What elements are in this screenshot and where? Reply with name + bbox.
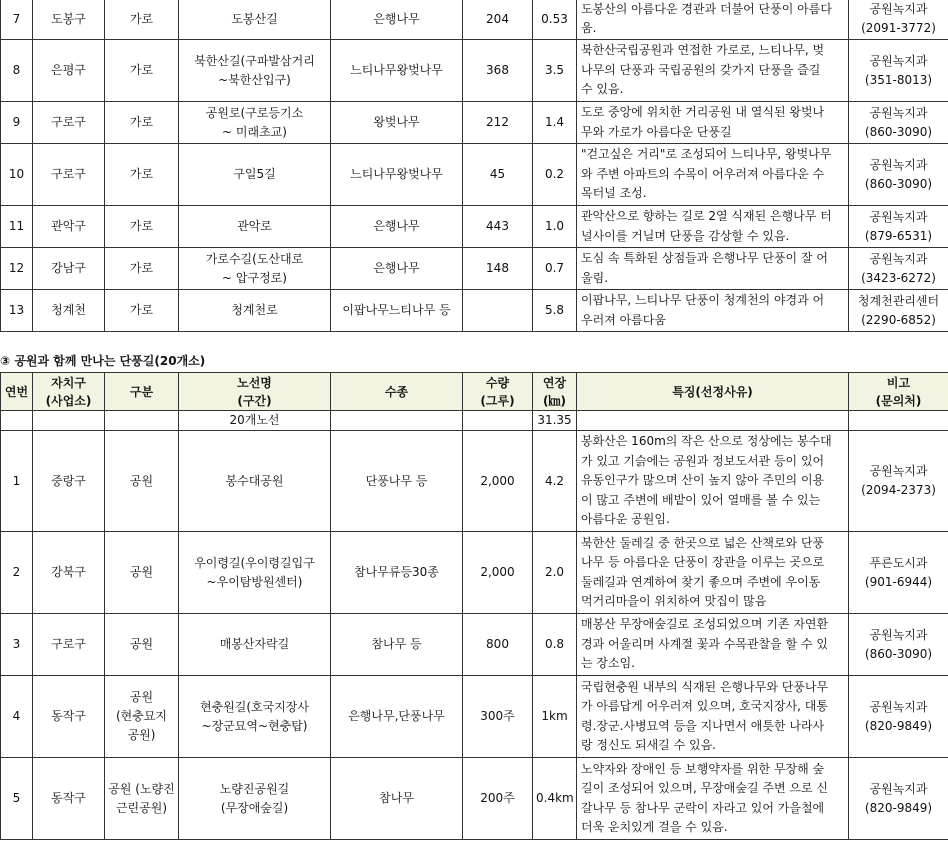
row-number: 4 — [1, 676, 33, 758]
tree-species: 참나무 등 — [331, 614, 463, 676]
table-row — [1, 758, 948, 840]
route-length: 0.53 — [533, 0, 577, 40]
feature-description: "걷고싶은 거리"로 조성되어 느티나무, 왕벚나무 와 주변 아파트의 수목이 어우러져 아름다운 수 목터널 조성. — [577, 144, 849, 206]
tree-species: 느티나무왕벚나무 — [331, 144, 463, 206]
contact-note: 공원녹지과 (2091-3772) — [849, 0, 948, 40]
route-name: 우이령길(우이령길입구 ~우이탐방원센터) — [179, 532, 331, 614]
route-length: 0.4km — [533, 758, 577, 840]
table-row — [1, 40, 948, 102]
route-length: 1.4 — [533, 102, 577, 144]
table-row — [1, 144, 948, 206]
contact-note: 청계천관리센터 (2290-6852) — [849, 290, 948, 332]
row-number: 3 — [1, 614, 33, 676]
route-name: 공원로(구로등기소 ~ 미래초교) — [179, 102, 331, 144]
feature-description: 북한산국립공원과 연접한 가로로, 느티나무, 벚 나무의 단풍과 국립공원의 갖가지 단풍을 즐길 수 있음. — [577, 40, 849, 102]
contact-note: 공원녹지과 (860-3090) — [849, 102, 948, 144]
route-name: 봉수대공원 — [179, 431, 331, 532]
feature-description: 이팝나무, 느티나무 단풍이 청계천의 야경과 어 우러져 아름다움 — [577, 290, 849, 332]
route-length: 4.2 — [533, 431, 577, 532]
category: 공원 (노량진 근린공원) — [105, 758, 179, 840]
route-length: 0.7 — [533, 248, 577, 290]
category: 공원 — [105, 614, 179, 676]
table-row — [1, 0, 948, 40]
tree-quantity: 45 — [463, 144, 533, 206]
header-type: 구분 — [105, 373, 179, 411]
tree-quantity: 212 — [463, 102, 533, 144]
tree-species: 은행나무 — [331, 248, 463, 290]
header-feature: 특징(선정사유) — [577, 373, 849, 411]
row-number: 12 — [1, 248, 33, 290]
table-row — [1, 290, 948, 332]
contact-note: 공원녹지과 (2094-2373) — [849, 431, 948, 532]
tree-species: 느티나무왕벚나무 — [331, 40, 463, 102]
district: 강남구 — [33, 248, 105, 290]
feature-description: 도심 속 특화된 상점들과 은행나무 단풍이 잘 어 울림. — [577, 248, 849, 290]
category: 가로 — [105, 144, 179, 206]
table-row — [1, 248, 948, 290]
tree-species: 은행나무 — [331, 0, 463, 40]
table-row — [1, 676, 948, 758]
route-length: 2.0 — [533, 532, 577, 614]
route-name: 청계천로 — [179, 290, 331, 332]
district: 청계천 — [33, 290, 105, 332]
district: 관악구 — [33, 206, 105, 248]
tree-quantity — [463, 290, 533, 332]
route-name: 구일5길 — [179, 144, 331, 206]
route-length: 3.5 — [533, 40, 577, 102]
row-number: 8 — [1, 40, 33, 102]
header-row — [1, 373, 948, 411]
table-row — [1, 102, 948, 144]
route-name: 가로수길(도산대로 ~ 압구정로) — [179, 248, 331, 290]
category: 가로 — [105, 248, 179, 290]
tree-quantity: 148 — [463, 248, 533, 290]
route-name: 도봉산길 — [179, 0, 331, 40]
feature-description: 관악산으로 향하는 길로 2열 식재된 은행나무 터 널사이를 거닐며 단풍을 감상할 수 있음. — [577, 206, 849, 248]
district: 중랑구 — [33, 431, 105, 532]
table-row — [1, 532, 948, 614]
feature-description: 도로 중앙에 위치한 거리공원 내 열식된 왕벚나 무와 가로가 아름다운 단풍길 — [577, 102, 849, 144]
tree-species: 은행나무,단풍나무 — [331, 676, 463, 758]
district: 동작구 — [33, 758, 105, 840]
tree-species: 은행나무 — [331, 206, 463, 248]
header-length: 연장 (㎞) — [533, 373, 577, 411]
route-length: 5.8 — [533, 290, 577, 332]
header-quantity: 수량 (그루) — [463, 373, 533, 411]
category: 가로 — [105, 0, 179, 40]
summary-row — [1, 411, 948, 431]
district: 동작구 — [33, 676, 105, 758]
route-name: 관악로 — [179, 206, 331, 248]
tree-species: 이팝나무느티나무 등 — [331, 290, 463, 332]
tree-species: 왕벚나무 — [331, 102, 463, 144]
tree-species: 단풍나무 등 — [331, 431, 463, 532]
route-length: 0.2 — [533, 144, 577, 206]
row-number: 13 — [1, 290, 33, 332]
header-no: 연번 — [1, 373, 33, 411]
table-row — [1, 614, 948, 676]
row-number: 2 — [1, 532, 33, 614]
feature-description: 북한산 둘레길 중 한곳으로 넓은 산책로와 단풍 나무 등 아름다운 단풍이 장관을 이루는 곳으로 둘레길과 연계하여 찾기 좋으며 주변에 우이동 먹거리마을이 위치하여 맛집이 많음 — [577, 532, 849, 614]
header-species: 수종 — [331, 373, 463, 411]
park-route-table — [0, 372, 948, 840]
contact-note: 푸른도시과 (901-6944) — [849, 532, 948, 614]
contact-note: 공원녹지과 (351-8013) — [849, 40, 948, 102]
tree-quantity: 204 — [463, 0, 533, 40]
tree-quantity: 443 — [463, 206, 533, 248]
route-length: 0.8 — [533, 614, 577, 676]
route-name: 현충원길(호국지장사 ~장군묘역~현충탑) — [179, 676, 331, 758]
header-note: 비고 (문의처) — [849, 373, 948, 411]
row-number: 1 — [1, 431, 33, 532]
district: 강북구 — [33, 532, 105, 614]
category: 가로 — [105, 290, 179, 332]
tree-quantity: 800 — [463, 614, 533, 676]
tree-species: 참나무류등30종 — [331, 532, 463, 614]
section-title: ③ 공원과 함께 만나는 단풍길(20개소) — [0, 354, 206, 368]
feature-description: 도봉산의 아름다운 경관과 더불어 단풍이 아름다 움. — [577, 0, 849, 40]
district: 은평구 — [33, 40, 105, 102]
category: 가로 — [105, 40, 179, 102]
category: 가로 — [105, 102, 179, 144]
feature-description: 노약자와 장애인 등 보행약자를 위한 무장해 숲 길이 조성되어 있으며, 무장애숲길 주변 으로 신 갈나무 등 참나무 군락이 자라고 있어 가을철에 더욱 운치있게 걸을 수 있음. — [577, 758, 849, 840]
summary-route-count: 20개노선 — [179, 411, 331, 431]
tree-species: 참나무 — [331, 758, 463, 840]
category: 공원 (현충묘지 공원) — [105, 676, 179, 758]
district: 도봉구 — [33, 0, 105, 40]
contact-note: 공원녹지과 (879-6531) — [849, 206, 948, 248]
tree-quantity: 2,000 — [463, 431, 533, 532]
table-row — [1, 431, 948, 532]
row-number: 7 — [1, 0, 33, 40]
category: 가로 — [105, 206, 179, 248]
route-name: 북한산길(구파발삼거리 ~북한산입구) — [179, 40, 331, 102]
contact-note: 공원녹지과 (3423-6272) — [849, 248, 948, 290]
feature-description: 국립현충원 내부의 식재된 은행나무와 단풍나무 가 아름답게 어우러져 있으며, 호국지장사, 대통 령.장군.사병묘역 등을 지나면서 애틋한 나라사 랑 정신도 되새길 수 있음. — [577, 676, 849, 758]
category: 공원 — [105, 431, 179, 532]
category: 공원 — [105, 532, 179, 614]
district: 구로구 — [33, 614, 105, 676]
route-length: 1km — [533, 676, 577, 758]
district: 구로구 — [33, 144, 105, 206]
summary-total-length: 31.35 — [533, 411, 577, 431]
row-number: 9 — [1, 102, 33, 144]
header-district: 자치구 (사업소) — [33, 373, 105, 411]
contact-note: 공원녹지과 (860-3090) — [849, 144, 948, 206]
table-row — [1, 206, 948, 248]
tree-quantity: 300주 — [463, 676, 533, 758]
route-name: 매봉산자락길 — [179, 614, 331, 676]
tree-quantity: 2,000 — [463, 532, 533, 614]
row-number: 11 — [1, 206, 33, 248]
tree-quantity: 200주 — [463, 758, 533, 840]
feature-description: 봉화산은 160m의 작은 산으로 정상에는 봉수대 가 있고 기슭에는 공원과 정보도서관 등이 있어 유동인구가 많으며 산이 높지 않아 주민의 이용 이 많고 주변에 배밭이 있어 열매를 볼 수 있는 아름다운 공원임. — [577, 431, 849, 532]
upper-table — [0, 0, 948, 332]
row-number: 10 — [1, 144, 33, 206]
route-name: 노량진공원길 (무장애숲길) — [179, 758, 331, 840]
row-number: 5 — [1, 758, 33, 840]
tree-quantity: 368 — [463, 40, 533, 102]
feature-description: 매봉산 무장애숲길로 조성되었으며 기존 자연환 경과 어울리며 사계절 꽃과 수목관찰을 할 수 있 는 장소임. — [577, 614, 849, 676]
district: 구로구 — [33, 102, 105, 144]
contact-note: 공원녹지과 (820-9849) — [849, 676, 948, 758]
route-length: 1.0 — [533, 206, 577, 248]
contact-note: 공원녹지과 (820-9849) — [849, 758, 948, 840]
header-route: 노선명 (구간) — [179, 373, 331, 411]
contact-note: 공원녹지과 (860-3090) — [849, 614, 948, 676]
